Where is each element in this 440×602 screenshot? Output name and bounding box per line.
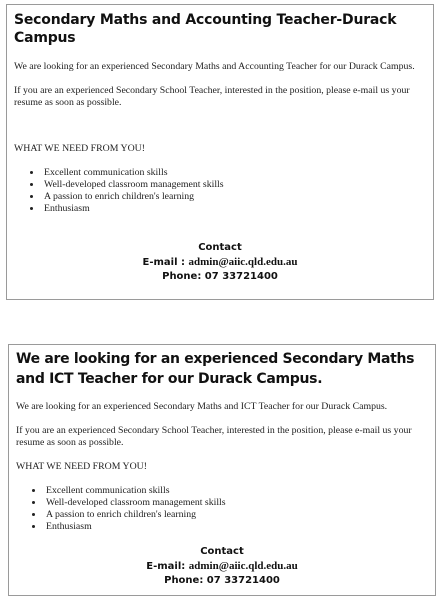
email-label: E-mail : bbox=[142, 257, 189, 268]
list-item: • Well-developed classroom management skills bbox=[44, 497, 428, 509]
needs-list bbox=[14, 167, 426, 215]
needs-list bbox=[16, 485, 428, 533]
job-posting-durack-maths-ict bbox=[8, 344, 436, 596]
list-item: • A passion to enrich children's learning bbox=[42, 191, 426, 203]
needs-heading: WHAT WE NEED FROM YOU! bbox=[14, 143, 145, 154]
email-link[interactable]: admin@aiic.qld.edu.au bbox=[188, 560, 298, 572]
list-item: • Enthusiasm bbox=[44, 521, 428, 533]
list-item: • A passion to enrich children's learning bbox=[44, 509, 428, 521]
contact-heading: Contact bbox=[198, 242, 242, 253]
contact-block bbox=[14, 241, 426, 284]
contact-email-line bbox=[14, 255, 426, 270]
posting-title: Secondary Maths and Accounting Teacher-Durack Campus bbox=[14, 12, 397, 46]
posting-apply-text: If you are an experienced Secondary School Teacher, interested in the position, please e-mail us your resume as soon as possible. bbox=[16, 425, 412, 448]
contact-email-line bbox=[16, 559, 428, 574]
needs-heading: WHAT WE NEED FROM YOU! bbox=[16, 461, 147, 472]
list-item: • Excellent communication skills bbox=[42, 167, 426, 179]
list-item: • Enthusiasm bbox=[42, 203, 426, 215]
list-item: • Well-developed classroom management skills bbox=[42, 179, 426, 191]
email-link[interactable]: admin@aiic.qld.edu.au bbox=[188, 256, 298, 268]
contact-phone: Phone: 07 33721400 bbox=[162, 271, 278, 282]
posting-intro: We are looking for an experienced Secondary Maths and Accounting Teacher for our Durack Campus. bbox=[14, 61, 415, 72]
contact-block bbox=[16, 545, 428, 588]
posting-apply-text: If you are an experienced Secondary School Teacher, interested in the position, please e-mail us your resume as soon as possible. bbox=[14, 85, 410, 108]
email-label: E-mail: bbox=[146, 561, 189, 572]
posting-intro: We are looking for an experienced Secondary Maths and ICT Teacher for our Durack Campus. bbox=[16, 401, 388, 412]
contact-phone: Phone: 07 33721400 bbox=[164, 575, 280, 586]
list-item: • Excellent communication skills bbox=[44, 485, 428, 497]
job-posting-durack-maths-accounting bbox=[6, 4, 434, 300]
contact-heading: Contact bbox=[200, 546, 244, 557]
posting-title: We are looking for an experienced Secondary Maths and ICT Teacher for our Durack Campus. bbox=[16, 351, 415, 387]
